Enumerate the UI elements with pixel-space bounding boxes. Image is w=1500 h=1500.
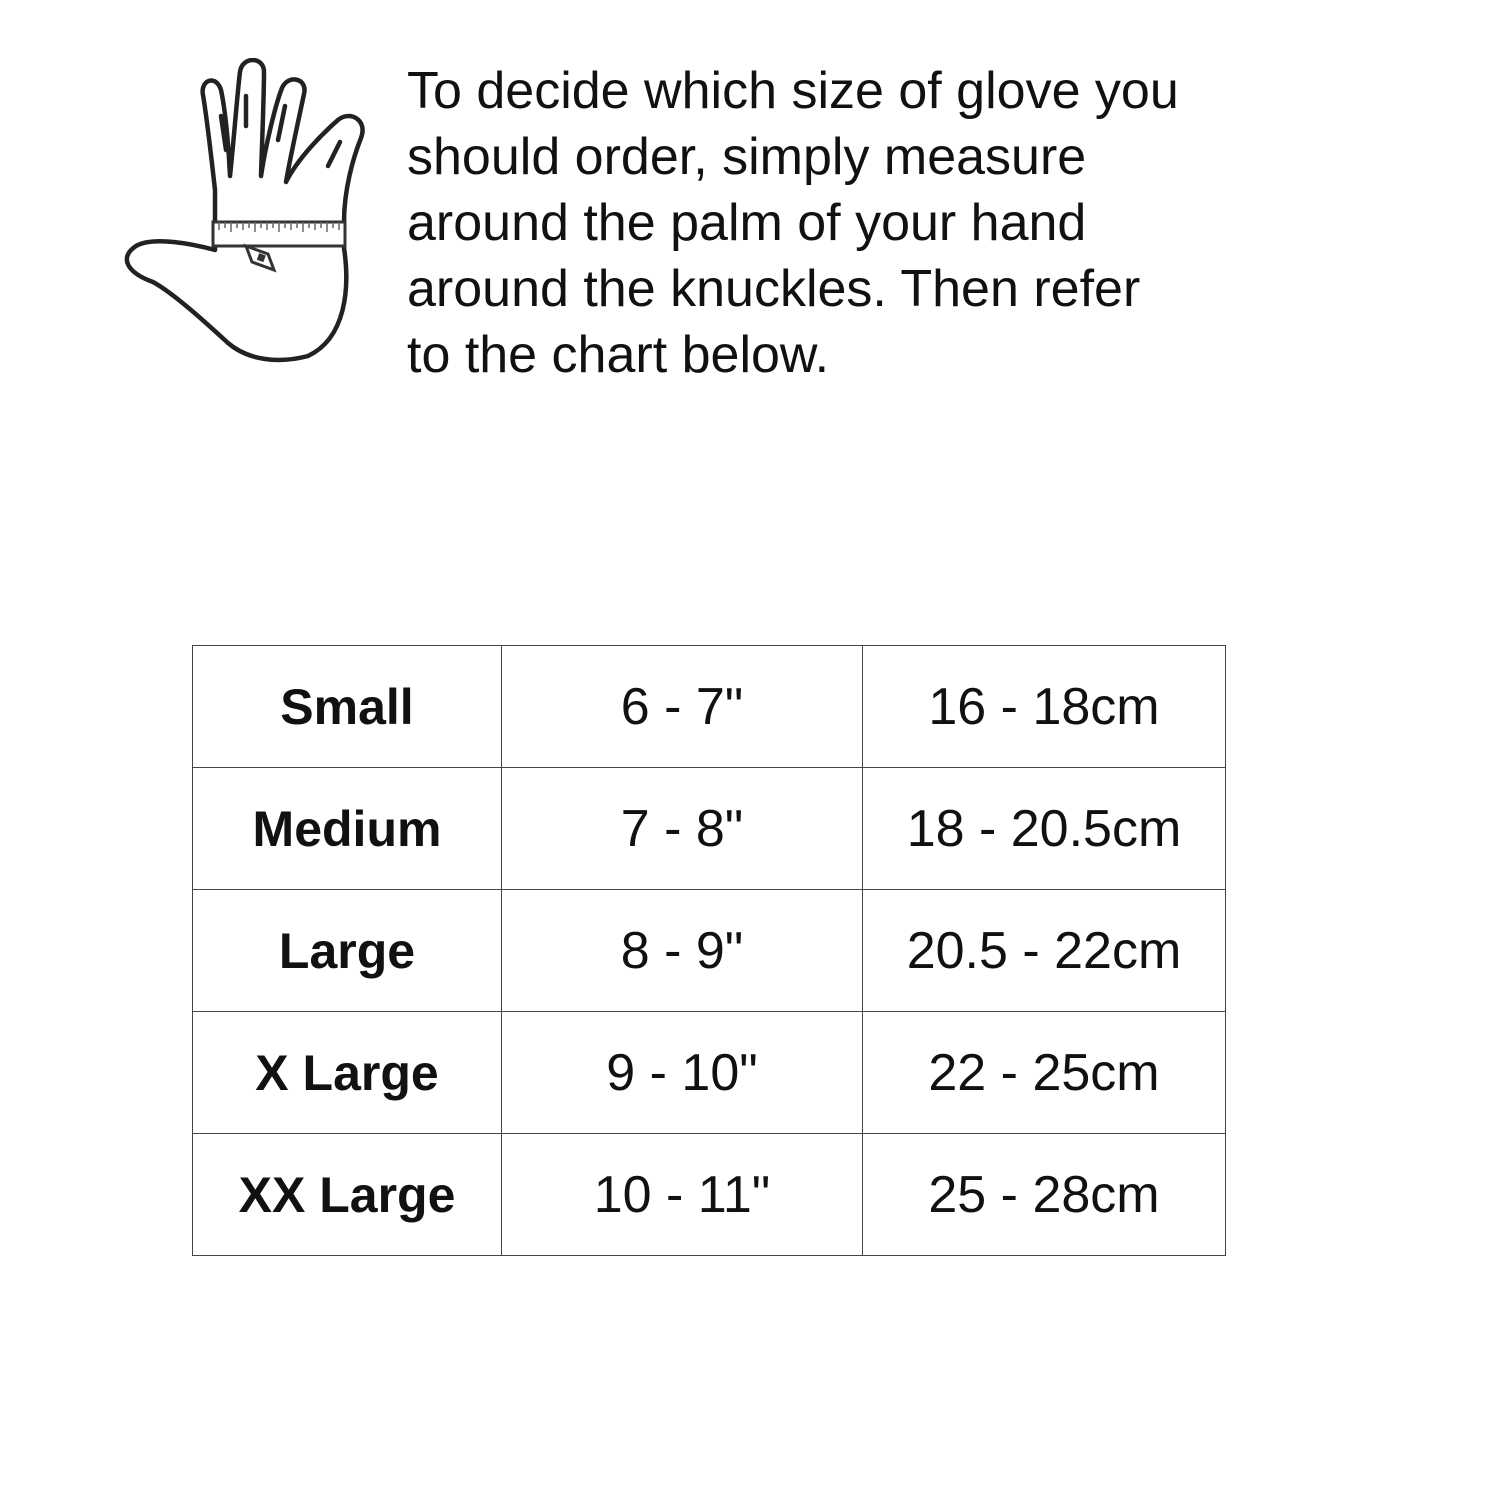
hand-measuring-tape-icon xyxy=(118,58,378,368)
instructions-text xyxy=(407,58,1407,388)
cm-range-cell: 18 - 20.5cm xyxy=(863,768,1226,890)
cm-range-cell: 20.5 - 22cm xyxy=(863,890,1226,1012)
glove-size-chart xyxy=(192,645,1226,1256)
cm-range-cell: 22 - 25cm xyxy=(863,1012,1226,1134)
instructions-line: around the palm of your hand xyxy=(407,194,1087,252)
instructions-line: To decide which size of glove you xyxy=(407,62,1179,120)
inch-range-cell: 9 - 10" xyxy=(502,1012,863,1134)
inch-range-cell: 6 - 7" xyxy=(502,646,863,768)
instructions-line: to the chart below. xyxy=(407,326,830,384)
inch-range-cell: 7 - 8" xyxy=(502,768,863,890)
instructions-line: around the knuckles. Then refer xyxy=(407,260,1141,318)
size-name-cell: Small xyxy=(193,646,502,768)
table-row xyxy=(193,1134,1226,1256)
cm-range-cell: 25 - 28cm xyxy=(863,1134,1226,1256)
size-name-cell: Medium xyxy=(193,768,502,890)
table-row xyxy=(193,1012,1226,1134)
inch-range-cell: 8 - 9" xyxy=(502,890,863,1012)
table-row xyxy=(193,890,1226,1012)
inch-range-cell: 10 - 11" xyxy=(502,1134,863,1256)
size-name-cell: Large xyxy=(193,890,502,1012)
size-name-cell: XX Large xyxy=(193,1134,502,1256)
table-row xyxy=(193,768,1226,890)
instructions-line: should order, simply measure xyxy=(407,128,1087,186)
size-name-cell: X Large xyxy=(193,1012,502,1134)
table-row xyxy=(193,646,1226,768)
cm-range-cell: 16 - 18cm xyxy=(863,646,1226,768)
